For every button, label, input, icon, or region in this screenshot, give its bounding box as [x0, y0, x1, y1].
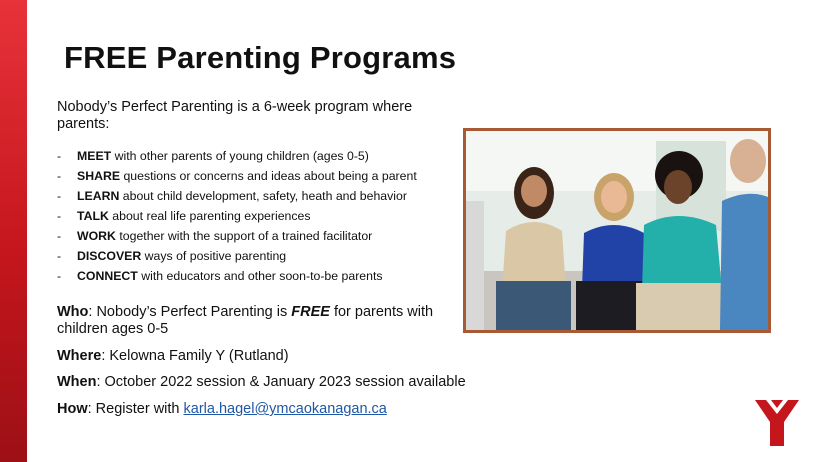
bullet-text: questions or concerns and ideas about being a parent	[120, 169, 417, 183]
how-line	[57, 401, 387, 418]
list-item	[57, 266, 417, 286]
when-label: When	[57, 374, 97, 390]
bullet-dash: -	[57, 169, 62, 183]
bullet-keyword: DISCOVER	[77, 249, 142, 263]
list-item	[57, 226, 417, 246]
where-label: Where	[57, 348, 102, 364]
list-item	[57, 186, 417, 206]
bullet-dash: -	[57, 249, 62, 263]
bullet-keyword: MEET	[77, 149, 112, 163]
bullet-text: with other parents of young children (ages 0-5)	[111, 149, 369, 163]
bullet-text: ways of positive parenting	[141, 249, 287, 263]
bullet-dash: -	[57, 209, 62, 223]
list-item	[57, 166, 417, 186]
bullet-dash: -	[57, 269, 62, 283]
parents-group-photo	[463, 128, 771, 333]
bullet-keyword: WORK	[77, 229, 116, 243]
who-text-after: for parents with children ages 0-5	[57, 304, 434, 337]
where-line	[57, 348, 289, 365]
bullet-dash: -	[57, 189, 62, 203]
when-line	[57, 374, 466, 391]
who-label: Who	[57, 304, 89, 320]
list-item	[57, 206, 417, 226]
photo-illustration	[466, 131, 768, 330]
email-link[interactable]: karla.hagel@ymcaokanagan.ca	[183, 401, 387, 417]
free-emphasis: FREE	[291, 304, 330, 320]
where-text: : Kelowna Family Y (Rutland)	[101, 348, 289, 364]
how-text: : Register with	[87, 401, 184, 417]
when-text: : October 2022 session & January 2023 session available	[96, 374, 466, 390]
bullet-keyword: LEARN	[77, 189, 120, 203]
bullet-text: with educators and other soon-to-be parents	[137, 269, 383, 283]
bullet-dash: -	[57, 149, 62, 163]
bullet-keyword: TALK	[77, 209, 109, 223]
page-title: FREE Parenting Programs	[64, 40, 457, 75]
bullet-keyword: CONNECT	[77, 269, 138, 283]
activity-list	[57, 146, 417, 286]
bullet-text: together with the support of a trained facilitator	[115, 229, 373, 243]
list-item	[57, 146, 417, 166]
intro-text: Nobody’s Perfect Parenting is a 6-week program where parents:	[57, 99, 413, 132]
who-line	[57, 304, 447, 338]
bullet-text: about real life parenting experiences	[108, 209, 311, 223]
left-accent-bar	[0, 0, 27, 462]
who-text-before: : Nobody’s Perfect Parenting is	[88, 304, 292, 320]
bullet-text: about child development, safety, heath and behavior	[119, 189, 407, 203]
bullet-dash: -	[57, 229, 62, 243]
ymca-y-logo	[755, 400, 799, 448]
list-item	[57, 246, 417, 266]
how-label: How	[57, 401, 88, 417]
bullet-keyword: SHARE	[77, 169, 121, 183]
